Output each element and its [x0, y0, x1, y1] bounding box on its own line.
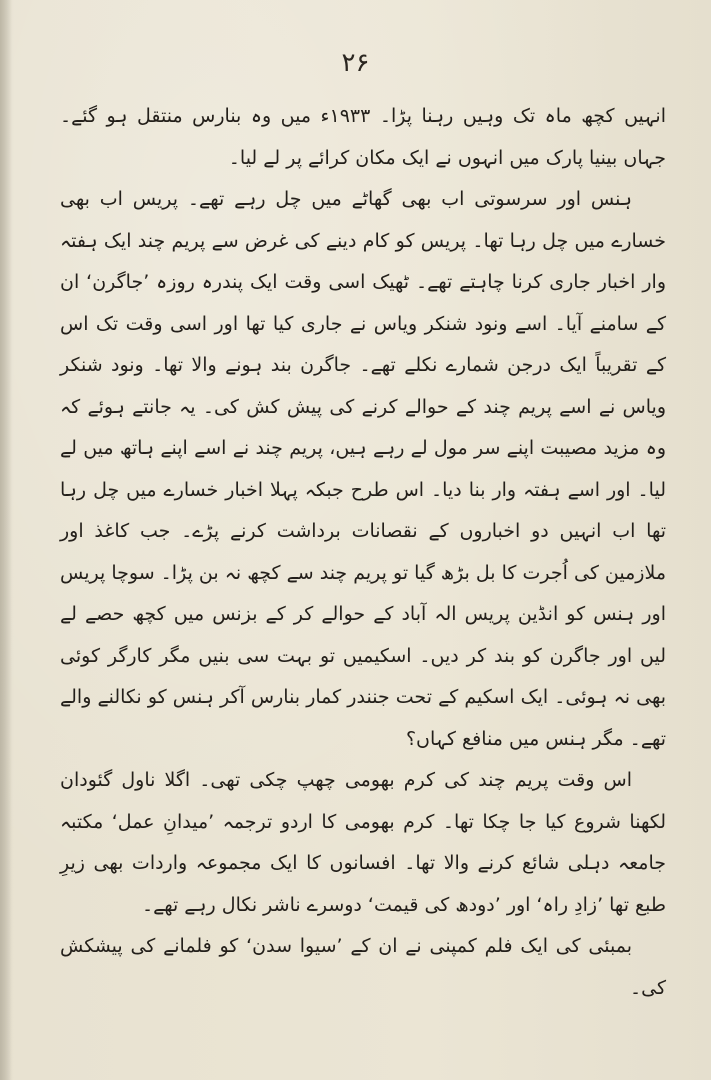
paragraph-4: بمبئی کی ایک فلم کمپنی نے ان کے ’سیوا سدن‘ کو فلمانے کی پیشکش کی۔	[60, 935, 666, 999]
page-number: ۲۶	[341, 48, 370, 78]
paragraph-1: انہیں کچھ ماہ تک وہیں رہنا پڑا۔ ۱۹۳۳ء میں وہ بنارس منتقل ہو گئے۔ جہاں بینیا پارک میں انہوں نے ایک مکان کرائے پر لے لیا۔	[60, 105, 666, 169]
paragraph-3: اس وقت پریم چند کی کرم بھومی چھپ چکی تھی۔ اگلا ناول گئودان لکھنا شروع کیا جا چکا تھا۔ کرم بھومی کا اردو ترجمہ ’میدانِ عمل‘ مکتبہ جامعہ دہلی شائع کرنے والا تھا۔ افسانوں کا ایک مجموعہ واردات بھی زیرِ طبع تھا ’زادِ راہ‘ اور ’دودھ کی قیمت‘ دوسرے ناشر نکال رہے تھے۔	[60, 769, 666, 916]
paragraph-2: ہنس اور سرسوتی اب بھی گھاٹے میں چل رہے تھے۔ پریس اب بھی خسارے میں چل رہا تھا۔ پریس کو کام دینے کی غرض سے پریم چند ایک ہفتہ وار اخبار جاری کرنا چاہتے تھے۔ ٹھیک اسی وقت ایک پندرہ روزہ ’جاگرن‘ ان کے سامنے آیا۔ اسے ونود شنکر ویاس نے جاری کیا تھا اور اسی وقت تک اس کے تقریباً ایک درجن شمارے نکلے تھے۔ جاگرن بند ہونے والا تھا۔ ونود شنکر ویاس نے اسے پریم چند کے حوالے کرنے کی پیش کش کی۔ یہ جانتے ہوئے کہ وہ مزید مصیبت اپنے سر مول لے رہے ہیں، پریم چند نے اسے اپنے ہاتھ میں لے لیا۔ اور اسے ہفتہ وار بنا دیا۔ اس طرح جبکہ پہلا اخبار خسارے میں چل رہا تھا اب انہیں دو اخباروں کے نقصانات برداشت کرنے پڑے۔ جب کاغذ اور ملازمین کی اُجرت کا بل بڑھ گیا تو پریم چند سے کچھ نہ بن پڑا۔ سوچا پریس اور ہنس کو انڈین پریس الہ آباد کے حوالے کر کے بزنس میں کچھ حصے لے لیں اور جاگرن کو بند کر دیں۔ اسکیمیں تو بہت سی بنیں مگر کارگر کوئی بھی نہ ہوئی۔ ایک اسکیم کے تحت جنندر کمار بنارس آکر ہنس کو نکالنے والے تھے۔ مگر ہنس میں منافع کہاں؟	[60, 188, 666, 750]
body-text	[60, 96, 666, 1009]
page-edge-shadow	[0, 0, 12, 1080]
